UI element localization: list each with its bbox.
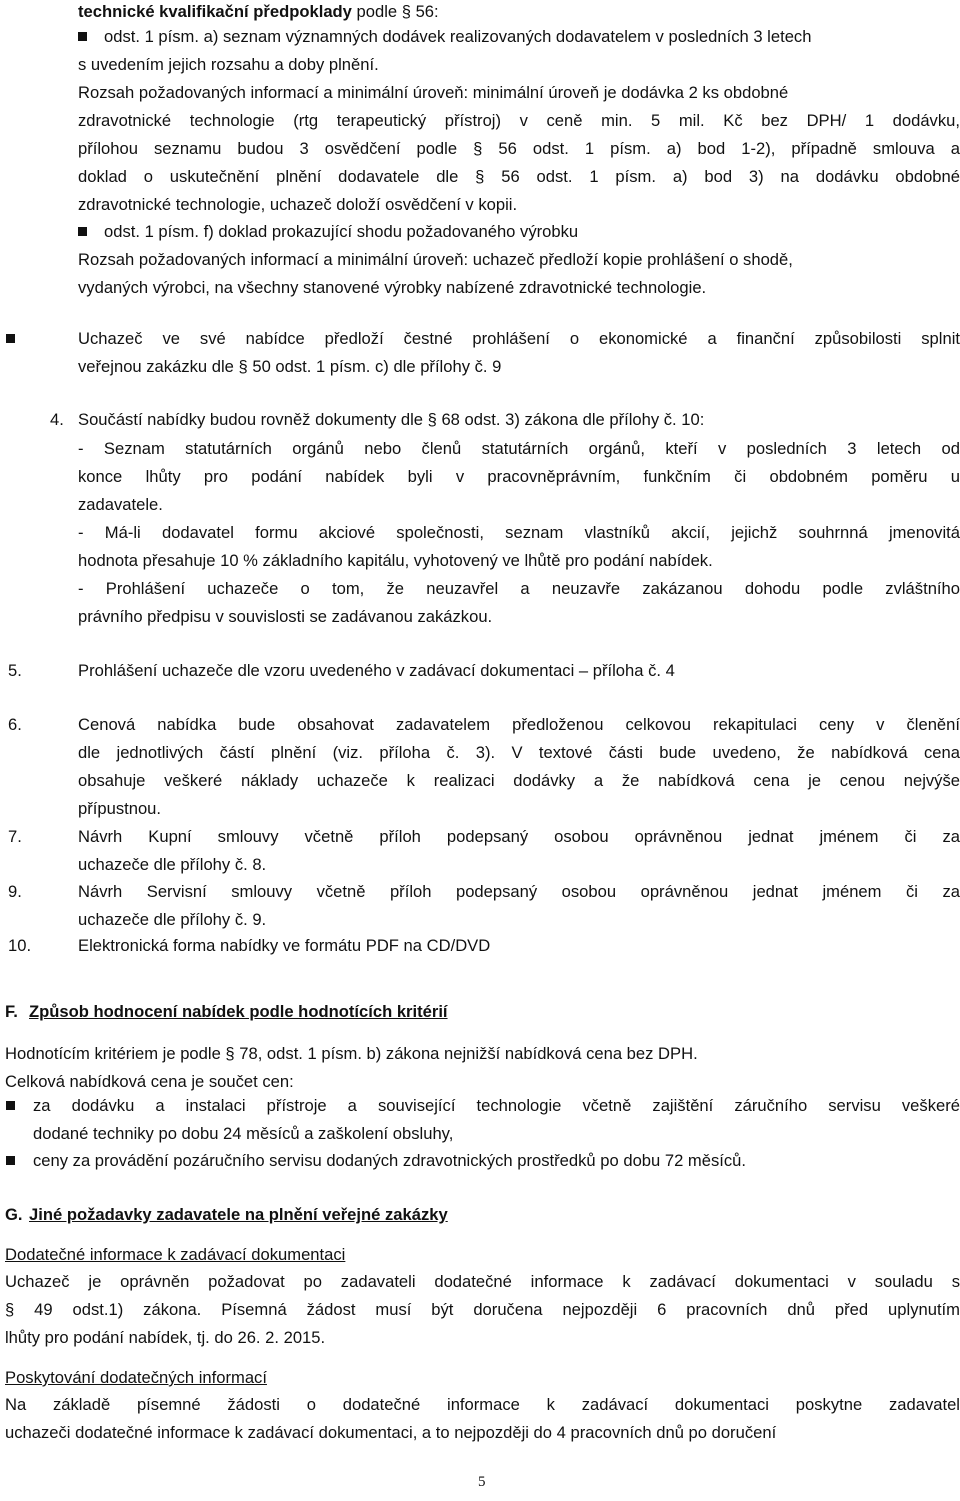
text-line: Na základě písemné žádosti o dodatečné informace k zadávací dokumentaci poskytne zadavatel [5,1395,960,1414]
bold-heading: technické kvalifikační předpoklady [78,2,352,21]
text-line: Návrh Kupní smlouvy včetně příloh podepsaný osobou oprávněnou jednat jménem či za [78,827,960,846]
text-line: Uchazeč ve své nabídce předloží čestné prohlášení o ekonomické a finanční způsobilosti splnit [78,329,960,348]
text-line: vydaných výrobci, na všechny stanovené výrobky nabízené zdravotnické technologie. [78,278,707,297]
text-line: Uchazeč je oprávněn požadovat po zadavateli dodatečné informace k zadávací dokumentaci v souladu s [5,1272,960,1291]
text-line: přílohou seznamu budou 3 osvědčení podle § 56 odst. 1 písm. a) bod 1-2), případně smlouva a [78,139,960,158]
text-line: Celková nabídková cena je součet cen: [5,1072,294,1091]
text-line: přípustnou. [78,799,162,818]
text-line: s uvedením jejich rozsahu a doby plnění. [78,55,379,74]
text-line: Elektronická forma nabídky ve formátu PDF na CD/DVD [78,936,491,955]
section-heading: Jiné požadavky zadavatele na plnění veřejné zakázky [29,1205,448,1224]
text-line: za dodávku a instalaci přístroje a související technologie včetně zajištění záručního servisu veškeré [33,1096,960,1115]
text-line: uchazeči dodatečné informace k zadávací dokumentaci, a to nejpozději do 4 pracovních dnů po doručení [5,1423,777,1442]
square-bullet-icon [6,1156,15,1165]
square-bullet-icon [78,32,87,41]
subsection-heading: Dodatečné informace k zadávací dokumentaci [5,1245,346,1264]
list-number: 6. [8,715,22,734]
text-line: Součástí nabídky budou rovněž dokumenty dle § 68 odst. 3) zákona dle přílohy č. 10: [78,410,705,429]
text-line: odst. 1 písm. a) seznam významných dodávek realizovaných dodavatelem v posledních 3 letech [104,27,812,46]
text-line: zadavatele. [78,495,163,514]
text-line: dle jednotlivých částí plnění (viz. příloha č. 3). V textové části bude uvedeno, že nabídková cena [78,743,960,762]
text-line: zdravotnické technologie, uchazeč doloží osvědčení v kopii. [78,195,518,214]
section-letter: G. [5,1205,23,1224]
section-heading: Způsob hodnocení nabídek podle hodnotících kritérií [29,1002,448,1021]
square-bullet-icon [6,1101,15,1110]
text-line: - Prohlášení uchazeče o tom, že neuzavřel a neuzavře zakázanou dohodu podle zvláštního [78,579,960,598]
subsection-heading: Poskytování dodatečných informací [5,1368,267,1387]
text-line: uchazeče dle přílohy č. 8. [78,855,267,874]
text-line: obsahuje veškeré náklady uchazeče k realizaci dodávky a že nabídková cena je cenou nejvýše [78,771,960,790]
text-line: doklad o uskutečnění plnění dodavatele dle § 56 odst. 1 písm. a) bod 3) na dodávku obdobné [78,167,960,186]
list-number: 4. [50,410,64,429]
text-line: hodnota přesahuje 10 % základního kapitálu, vyhotovený ve lhůtě pro podání nabídek. [78,551,713,570]
text-line: lhůty pro podání nabídek, tj. do 26. 2. 2015. [5,1328,326,1347]
text-line: zdravotnické technologie (rtg terapeutický přístroj) v ceně min. 5 mil. Kč bez DPH/ 1 dodávku, [78,111,960,130]
text-line: odst. 1 písm. f) doklad prokazující shodu požadovaného výrobku [104,222,579,241]
text-line: Návrh Servisní smlouvy včetně příloh podepsaný osobou oprávněnou jednat jménem či za [78,882,960,901]
text-line: - Seznam statutárních orgánů nebo členů statutárních orgánů, kteří v posledních 3 letech od [78,439,960,458]
section-letter: F. [5,1002,18,1021]
list-number: 10. [8,936,32,955]
text-line: Rozsah požadovaných informací a minimální úroveň: minimální úroveň je dodávka 2 ks obdobné [78,83,789,102]
square-bullet-icon [78,227,87,236]
text-line: právního předpisu v souvislosti se zadávanou zakázkou. [78,607,493,626]
text-line: § 49 odst.1) zákona. Písemná žádost musí být doručena nejpozději 6 pracovních dnů před uplynutím [5,1300,960,1319]
list-number: 5. [8,661,22,680]
text-line: Rozsah požadovaných informací a minimální úroveň: uchazeč předloží kopie prohlášení o shodě, [78,250,793,269]
text-line: ceny za provádění pozáručního servisu dodaných zdravotnických prostředků po dobu 72 měsíců. [33,1151,747,1170]
text-line: uchazeče dle přílohy č. 9. [78,910,267,929]
page-number: 5 [478,1474,486,1490]
list-number: 7. [8,827,22,846]
text-line: Prohlášení uchazeče dle vzoru uvedeného v zadávací dokumentaci – příloha č. 4 [78,661,675,680]
square-bullet-icon [6,334,15,343]
text-line: veřejnou zakázku dle § 50 odst. 1 písm. c) dle přílohy č. 9 [78,357,502,376]
text-span: podle § 56: [351,2,439,21]
text-line: Hodnotícím kritériem je podle § 78, odst. 1 písm. b) zákona nejnižší nabídková cena bez DPH. [5,1044,698,1063]
text-line: - Má-li dodavatel formu akciové společnosti, seznam vlastníků akcií, jejichž souhrnná jmenovitá [78,523,960,542]
text-line: Cenová nabídka bude obsahovat zadavatelem předloženou celkovou rekapitulaci ceny v členění [78,715,960,734]
text-line [78,0,439,25]
text-line: konce lhůty pro podání nabídek byli v pracovněprávním, funkčním či obdobném poměru u [78,467,960,486]
text-line: dodané techniky po dobu 24 měsíců a zaškolení obsluhy, [33,1124,454,1143]
list-number: 9. [8,882,22,901]
